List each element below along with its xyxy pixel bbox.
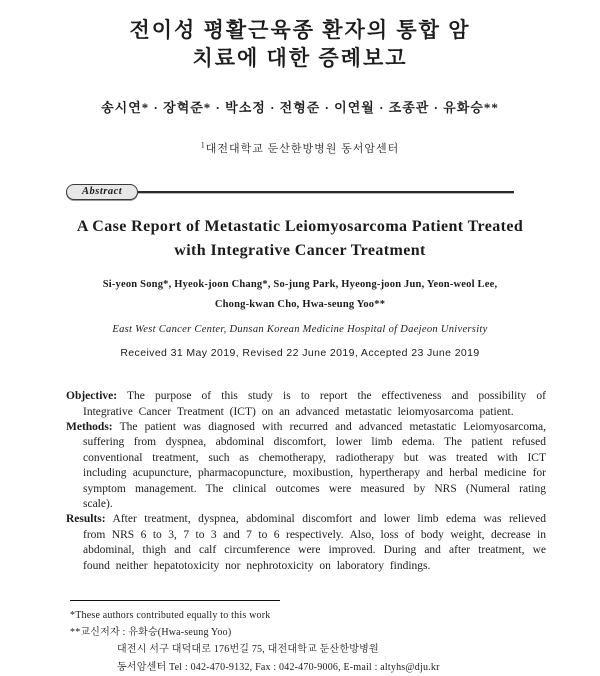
english-title-line2: with Integrative Cancer Treatment	[174, 242, 426, 260]
abstract-objective-paragraph	[66, 389, 546, 420]
footnote-corresponding-author: **교신저자 : 유화승(Hwa-seung Yoo)	[70, 627, 232, 639]
english-affiliation: East West Cancer Center, Dunsan Korean Medicine Hospital of Daejeon University	[112, 324, 488, 336]
korean-affiliation	[0, 140, 600, 156]
footnote-contact: 동서암센터 Tel : 042-470-9132, Fax : 042-470-9006, E-mail : altyhs@dju.kr	[117, 661, 440, 673]
english-title	[0, 215, 600, 265]
korean-title-line2: 치료에 대한 증례보고	[192, 46, 408, 71]
abstract-section-divider	[66, 184, 514, 200]
abstract-rule-line	[138, 191, 514, 193]
abstract-results-label: Results:	[66, 513, 106, 526]
korean-title-line1: 전이성 평활근육종 환자의 통합 암	[129, 18, 471, 42]
affiliation-superscript: 1	[200, 140, 206, 150]
english-authors	[0, 275, 600, 314]
abstract-results-text: After treatment, dyspnea, abdominal discomfort and lower limb edema was relieved from NRS 6 to 3, 7 to 3 and 7 to 6 respectively. Also, loss of body weight, decrease in abdominal, thigh and calf circumference were improved. During and after treatment, we found neither hepatotoxicity nor nephrotoxicity on laboratory findings.	[83, 513, 546, 572]
abstract-methods-text: The patient was diagnosed with recurred and advanced metastatic Leiomyosarcoma, suffering from dyspnea, abdominal discomfort, lower limb edema. The patient refused conventional treatment, such as chemotherapy, radiotherapy but was treated with ICT including acupuncture, pharmacopuncture, moxibustion, hypertherapy and herbal medicine for symptom management. The clinical outcomes were measured by NRS (Numeral rating scale).	[83, 420, 546, 510]
abstract-objective-text: The purpose of this study is to report the effectiveness and possibility of Integrative Cancer Treatment (ICT) on an advanced metastatic leiomyosarcoma patient.	[83, 390, 546, 418]
paper-page	[0, 16, 600, 676]
english-authors-line1: Si-yeon Song*, Hyeok-joon Chang*, So-jung Park, Hyeong-joon Jun, Yeon-weol Lee,	[102, 279, 498, 291]
abstract-objective-label: Objective:	[66, 390, 118, 403]
korean-affiliation-text: 대전대학교 둔산한방병원 동서암센터	[205, 142, 400, 155]
footnote-divider-line	[70, 600, 280, 601]
abstract-body	[66, 389, 546, 574]
abstract-methods-paragraph	[66, 420, 546, 512]
abstract-methods-label: Methods:	[66, 420, 113, 433]
abstract-badge: Abstract	[66, 184, 138, 200]
korean-title	[0, 16, 600, 73]
footnotes	[70, 607, 600, 676]
received-revised-accepted-dates: Received 31 May 2019, Revised 22 June 2019, Accepted 23 June 2019	[120, 347, 480, 360]
english-authors-line2: Chong-kwan Cho, Hwa-seung Yoo**	[214, 298, 386, 310]
footnote-equal-contribution: *These authors contributed equally to this work	[70, 610, 271, 621]
english-title-line1: A Case Report of Metastatic Leiomyosarcoma Patient Treated	[76, 217, 524, 235]
footnote-address: 대전시 서구 대덕대로 176번길 75, 대전대학교 둔산한방병원	[117, 644, 379, 656]
korean-authors: 송시연* · 장혁준* · 박소정 · 전형준 · 이연월 · 조종관 · 유화승**	[101, 99, 499, 115]
abstract-results-paragraph	[66, 512, 546, 574]
